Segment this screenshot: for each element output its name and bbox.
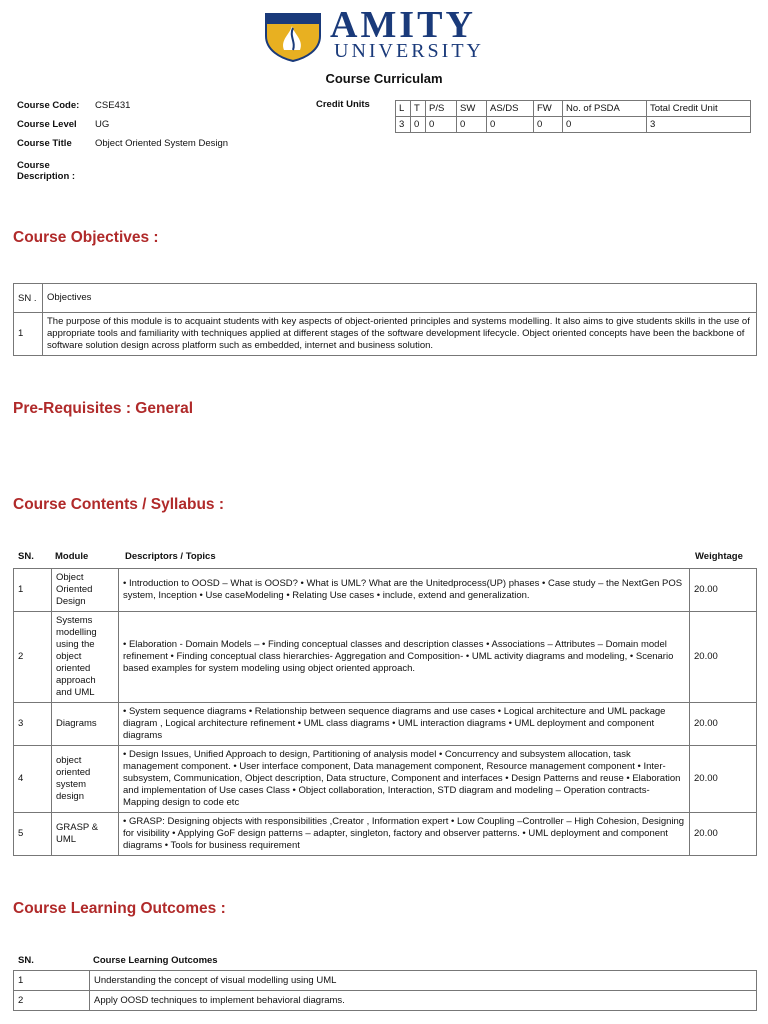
credit-header-cell: Total Credit Unit: [647, 101, 751, 117]
credit-header-cell: L: [396, 101, 411, 117]
logo-wordmark: [330, 4, 484, 62]
course-title-label: Course Title: [17, 138, 72, 149]
course-description-label: Course Description :: [17, 160, 76, 182]
syllabus-sn: 4: [14, 746, 52, 813]
syllabus-topics: • GRASP: Designing objects with responsibilities ,Creator , Information expert • Low Coupling –Controller – High Cohesion, Designing for visibility • Applying GoF design patterns – adapter, singleton, factory and observer patterns. • UML deployment and component diagrams • Tools for business requirement: [119, 813, 690, 856]
credit-units-label: Credit Units: [316, 99, 370, 110]
credit-value-cell: 3: [647, 117, 751, 133]
outcome-sn: 1: [14, 971, 90, 991]
credit-value-cell: 0: [487, 117, 534, 133]
amity-emblem-icon: [262, 12, 324, 62]
syllabus-sn: 2: [14, 612, 52, 703]
objectives-col-header: Objectives: [43, 284, 757, 313]
credit-header-cell: SW: [457, 101, 487, 117]
page-title: Course Curriculam: [325, 71, 443, 86]
logo-university-text: UNIVERSITY: [334, 40, 484, 62]
credit-header-cell: P/S: [426, 101, 457, 117]
credit-value-cell: 0: [563, 117, 647, 133]
syllabus-topics: • Elaboration - Domain Models – • Finding conceptual classes and description classes • Associations – Attributes – Domain model refinement • Finding conceptual class hierarchies- Aggregation and Composition- • UML activity diagrams and modeling, • Scenario based examples for system modeling using object oriented approach.: [119, 612, 690, 703]
syllabus-module-header: Module: [55, 551, 89, 562]
table-row: [14, 569, 757, 612]
page-header: [0, 4, 768, 86]
objective-sn: 1: [14, 313, 43, 356]
objectives-heading: Course Objectives :: [13, 229, 159, 246]
credit-header-cell: AS/DS: [487, 101, 534, 117]
logo-amity-text: AMITY: [330, 4, 476, 46]
credit-value-cell: 0: [426, 117, 457, 133]
syllabus-weightage-header: Weightage: [695, 551, 743, 562]
syllabus-topics-header: Descriptors / Topics: [125, 551, 216, 562]
table-row: [14, 703, 757, 746]
syllabus-weightage: 20.00: [690, 746, 757, 813]
table-row: [14, 813, 757, 856]
syllabus-table: [13, 568, 757, 856]
syllabus-heading: Course Contents / Syllabus :: [13, 496, 225, 513]
course-code-label: Course Code:: [17, 100, 80, 111]
syllabus-topics: • Design Issues, Unified Approach to design, Partitioning of analysis model • Concurrency and subsystem allocation, task management component. • User interface component, Data management component, Resource management component • Inter-subsystem, Communication, Object description, Data structure, Component and interfaces • Design Patterns and reuse • Elaboration and implementation of Use cases Class • Object collaboration, Interaction, STD diagram and modeling – Operation contracts- Mapping design to code etc: [119, 746, 690, 813]
outcome-sn: 2: [14, 991, 90, 1011]
credit-header-row: [396, 101, 751, 117]
credit-value-cell: 0: [411, 117, 426, 133]
credit-header-cell: No. of PSDA: [563, 101, 647, 117]
objectives-header-row: [14, 284, 757, 313]
outcome-text: Apply OOSD techniques to implement behavioral diagrams.: [90, 991, 757, 1011]
table-row: [14, 612, 757, 703]
syllabus-weightage: 20.00: [690, 569, 757, 612]
syllabus-topics: • Introduction to OOSD – What is OOSD? • What is UML? What are the Unitedprocess(UP) phases • Case study – the NextGen POS system, Inception • Use caseModeling • Relating Use cases • include, extend and generalization.: [119, 569, 690, 612]
course-title-value: Object Oriented System Design: [95, 138, 229, 149]
syllabus-topics: • System sequence diagrams • Relationship between sequence diagrams and use cases • Logical architecture and UML package diagram , Logical architecture refinement • UML class diagrams • UML interaction diagrams • UML deployment and component diagrams: [119, 703, 690, 746]
credit-value-cell: 0: [457, 117, 487, 133]
table-row: [14, 313, 757, 356]
credit-header-cell: T: [411, 101, 426, 117]
credit-units-table: [395, 100, 751, 133]
syllabus-sn: 1: [14, 569, 52, 612]
outcome-text: Understanding the concept of visual modelling using UML: [90, 971, 757, 991]
credit-value-cell: 3: [396, 117, 411, 133]
credit-value-cell: 0: [534, 117, 563, 133]
outcomes-table: [13, 970, 757, 1011]
syllabus-module: Object Oriented Design: [52, 569, 119, 612]
syllabus-sn: 3: [14, 703, 52, 746]
syllabus-module: Diagrams: [52, 703, 119, 746]
credit-value-row: [396, 117, 751, 133]
syllabus-module: Systems modelling using the object oriented approach and UML: [52, 612, 119, 703]
prerequisites-heading: Pre-Requisites : General: [13, 400, 194, 417]
table-row: [14, 746, 757, 813]
syllabus-weightage: 20.00: [690, 813, 757, 856]
syllabus-module: GRASP & UML: [52, 813, 119, 856]
syllabus-weightage: 20.00: [690, 703, 757, 746]
course-level-value: UG: [95, 119, 110, 130]
table-row: [14, 991, 757, 1011]
outcomes-sn-header: SN.: [18, 955, 34, 966]
course-level-label: Course Level: [17, 119, 77, 130]
objectives-sn-header: SN .: [14, 284, 43, 313]
outcomes-col-header: Course Learning Outcomes: [93, 955, 218, 966]
objective-text: The purpose of this module is to acquaint students with key aspects of object-oriented principles and systems modelling. It also aims to give students skills in the use of appropriate tools and familiarity with techniques applied at different stages of the software development lifecycle. Object oriented concepts have been the backbone of software solution design across platform such as embedded, internet and business solution.: [43, 313, 757, 356]
credit-header-cell: FW: [534, 101, 563, 117]
table-row: [14, 971, 757, 991]
syllabus-sn-header: SN.: [18, 551, 34, 562]
course-code-value: CSE431: [95, 100, 131, 111]
syllabus-sn: 5: [14, 813, 52, 856]
outcomes-heading: Course Learning Outcomes :: [13, 900, 226, 917]
syllabus-module: object oriented system design: [52, 746, 119, 813]
syllabus-weightage: 20.00: [690, 612, 757, 703]
objectives-table: [13, 283, 757, 356]
